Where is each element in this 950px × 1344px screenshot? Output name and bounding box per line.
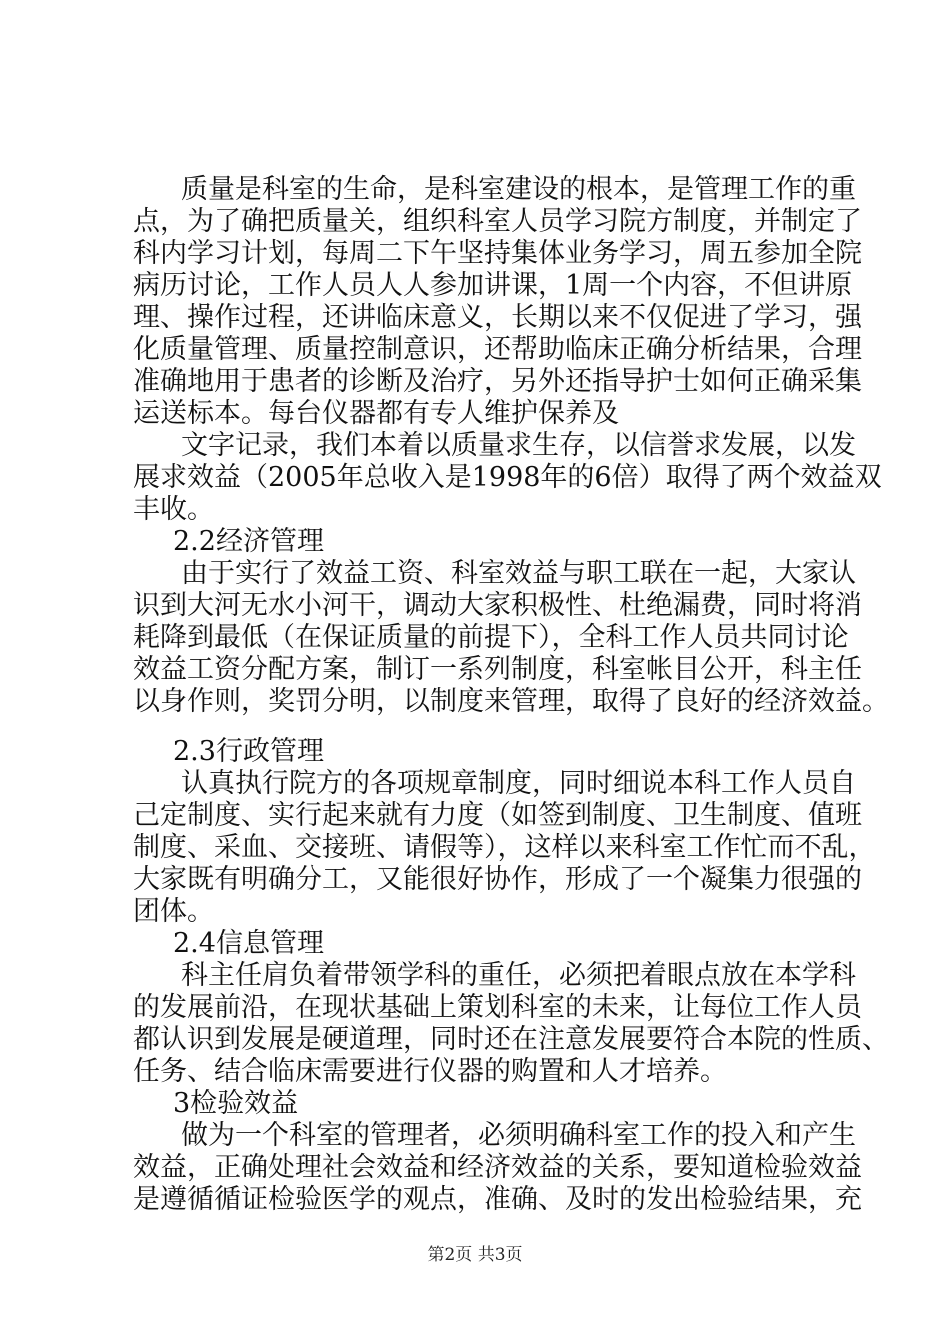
text-line: 质量是科室的生命，是科室建设的根本，是管理工作的重 xyxy=(181,174,856,205)
text-line: 制度、采血、交接班、请假等），这样以来科室工作忙而不乱， xyxy=(133,832,876,863)
text-line: 文字记录，我们本着以质量求生存，以信誉求发展，以发 xyxy=(181,430,856,461)
text-line: 的发展前沿，在现状基础上策划科室的未来，让每位工作人员 xyxy=(133,992,862,1023)
text-line: 准确地用于患者的诊断及治疗，另外还指导护士如何正确采集 xyxy=(133,366,862,397)
text-line: 理、操作过程，还讲临床意义，长期以来不仅促进了学习，强 xyxy=(133,302,862,333)
text-line: 是遵循循证检验医学的观点，准确、及时的发出检验结果，充 xyxy=(133,1184,862,1215)
section-heading: 2.2经济管理 xyxy=(173,526,324,557)
text-line: 效益工资分配方案，制订一系列制度，科室帐目公开，科主任 xyxy=(133,654,862,685)
section-heading: 3检验效益 xyxy=(173,1088,299,1119)
text-line: 运送标本。每台仪器都有专人维护保养及 xyxy=(133,398,619,429)
text-line: 效益，正确处理社会效益和经济效益的关系，要知道检验效益 xyxy=(133,1152,862,1183)
text-line: 都认识到发展是硬道理，同时还在注意发展要符合本院的性质、 xyxy=(133,1024,889,1055)
section-heading: 2.3行政管理 xyxy=(173,736,324,767)
section-heading: 2.4信息管理 xyxy=(173,928,324,959)
text-line: 识到大河无水小河干，调动大家积极性、杜绝漏费，同时将消 xyxy=(133,590,862,621)
text-line: 科内学习计划，每周二下午坚持集体业务学习，周五参加全院 xyxy=(133,238,862,269)
text-line: 点，为了确把质量关，组织科室人员学习院方制度，并制定了 xyxy=(133,206,862,237)
page-number: 第2页 共3页 xyxy=(427,1245,523,1265)
text-line: 耗降到最低（在保证质量的前提下），全科工作人员共同讨论 xyxy=(133,622,849,653)
text-line: 由于实行了效益工资、科室效益与职工联在一起，大家认 xyxy=(181,558,856,589)
text-line: 展求效益（2005年总收入是1998年的6倍）取得了两个效益双 xyxy=(133,462,882,493)
text-line: 做为一个科室的管理者，必须明确科室工作的投入和产生 xyxy=(181,1120,856,1151)
text-line: 团体。 xyxy=(133,896,214,927)
text-line: 化质量管理、质量控制意识，还帮助临床正确分析结果，合理 xyxy=(133,334,862,365)
text-line: 任务、结合临床需要进行仪器的购置和人才培养。 xyxy=(133,1056,727,1087)
text-line: 科主任肩负着带领学科的重任，必须把着眼点放在本学科 xyxy=(181,960,856,991)
text-line: 己定制度、实行起来就有力度（如签到制度、卫生制度、值班 xyxy=(133,800,862,831)
text-line: 认真执行院方的各项规章制度，同时细说本科工作人员自 xyxy=(181,768,856,799)
text-line: 丰收。 xyxy=(133,494,214,525)
text-line: 以身作则，奖罚分明，以制度来管理，取得了良好的经济效益。 xyxy=(133,686,889,717)
text-line: 大家既有明确分工，又能很好协作，形成了一个凝集力很强的 xyxy=(133,864,862,895)
text-line: 病历讨论，工作人员人人参加讲课，1周一个内容，不但讲原 xyxy=(133,270,853,301)
